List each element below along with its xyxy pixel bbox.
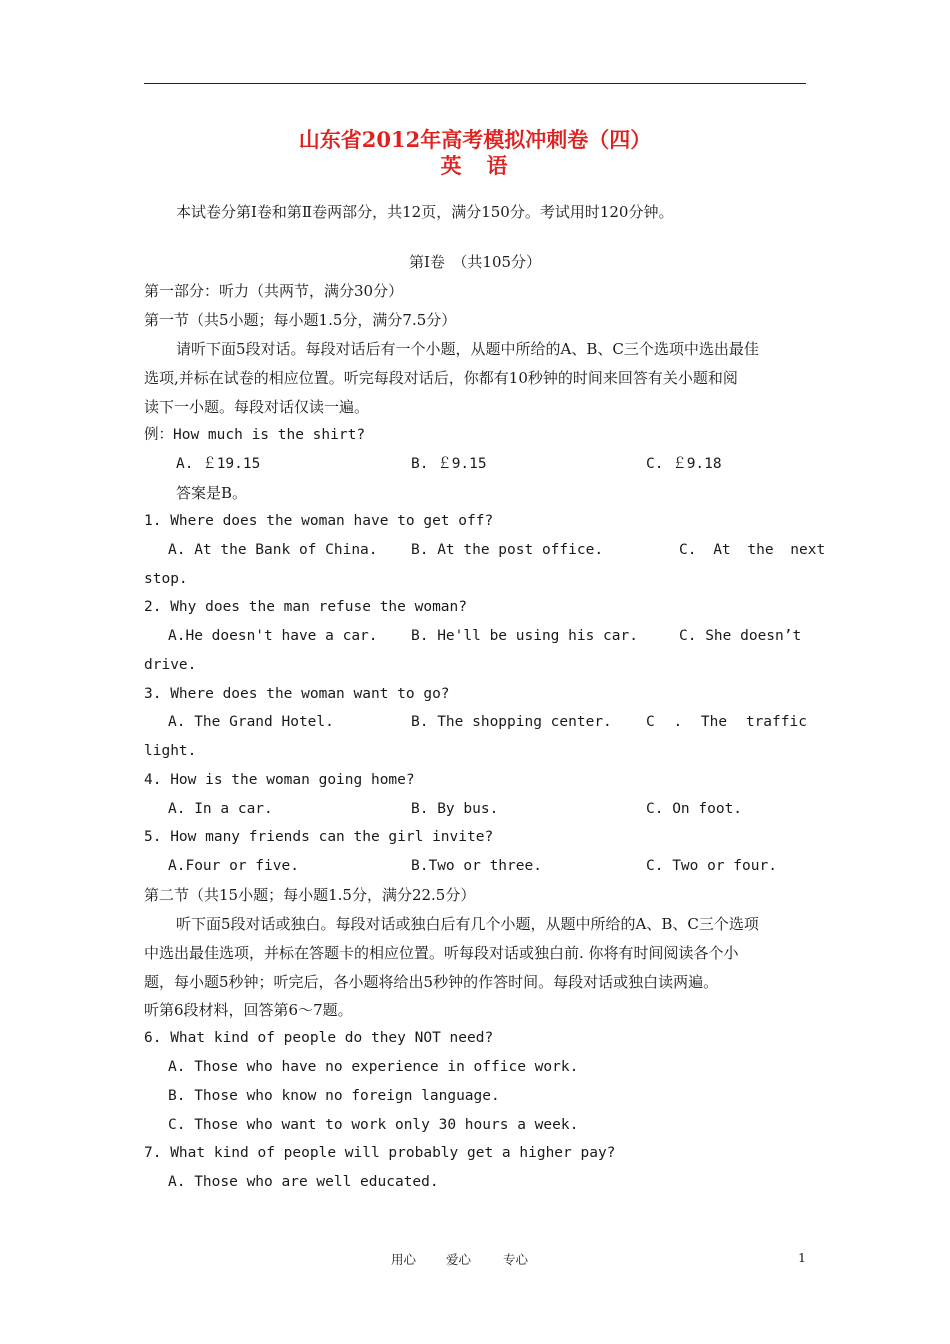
- question-1-option-c-wrap: stop.: [144, 571, 188, 587]
- question-3-option-c: C . The traffic: [646, 714, 807, 730]
- question-3: 3. Where does the woman want to go?: [144, 686, 450, 702]
- question-6-option-c: C. Those who want to work only 30 hours a week.: [168, 1117, 579, 1133]
- section2-instruction-line: 题，每小题5秒钟；听完后，各小题将给出5秒钟的作答时间。每段对话或独白读两遍。: [144, 973, 719, 991]
- question-3-option-c-wrap: light.: [144, 743, 197, 759]
- section2-heading: 第二节（共15小题；每小题1.5分，满分22.5分）: [144, 886, 476, 904]
- question-5: 5. How many friends can the girl invite?: [144, 829, 494, 845]
- question-7: 7. What kind of people will probably get a higher pay?: [144, 1145, 616, 1161]
- question-2-option-c: C. She doesn’t: [679, 628, 802, 644]
- question-4-option-a: A. In a car.: [168, 801, 273, 817]
- question-1: 1. Where does the woman have to get off?: [144, 513, 494, 529]
- material-6-heading: 听第6段材料，回答第6～7题。: [144, 1001, 353, 1019]
- footer-text: 爱心: [446, 1252, 472, 1267]
- question-1-option-a: A. At the Bank of China.: [168, 542, 378, 558]
- exam-subtitle: 英 语: [440, 153, 510, 178]
- question-5-option-a: A.Four or five.: [168, 858, 299, 874]
- question-4-option-c: C. On foot.: [646, 801, 743, 817]
- question-6-option-b: B. Those who know no foreign language.: [168, 1088, 500, 1104]
- part1-heading: 第Ⅰ卷 （共105分）: [408, 253, 542, 271]
- section2-instruction-line: 中选出最佳选项，并标在答题卡的相应位置。听每段对话或独白前. 你将有时间阅读各个小: [144, 944, 739, 962]
- section1-instruction-line: 请听下面5段对话。每段对话后有一个小题，从题中所给的A、B、C三个选项中选出最佳: [176, 340, 759, 358]
- section1-instruction-line: 读下一小题。每段对话仅读一遍。: [144, 398, 370, 416]
- question-1-option-b: B. At the post office.: [411, 542, 604, 558]
- page-number: 1: [798, 1250, 806, 1265]
- question-2-option-a: A.He doesn't have a car.: [168, 628, 378, 644]
- section-listening: 第一部分：听力（共两节，满分30分）: [144, 282, 404, 300]
- section1-instruction-line: 选项,并标在试卷的相应位置。听完每段对话后，你都有10秒钟的时间来回答有关小题和阅: [144, 369, 738, 387]
- example-question: 例：How much is the shirt?: [144, 427, 366, 443]
- example-answer: 答案是B。: [176, 484, 248, 502]
- footer-text: 用心: [391, 1252, 417, 1267]
- question-2-option-b: B. He'll be using his car.: [411, 628, 638, 644]
- question-4: 4. How is the woman going home?: [144, 772, 415, 788]
- example-option-c: C. ￡9.18: [646, 456, 722, 472]
- section2-instruction-line: 听下面5段对话或独白。每段对话或独白后有几个小题，从题中所给的A、B、C三个选项: [176, 915, 759, 933]
- question-3-option-b: B. The shopping center.: [411, 714, 612, 730]
- question-2-option-c-wrap: drive.: [144, 657, 197, 673]
- question-1-option-c: C. At the next: [679, 542, 826, 558]
- footer-text: 专心: [503, 1252, 529, 1267]
- question-2: 2. Why does the man refuse the woman?: [144, 599, 468, 615]
- example-option-b: B. ￡9.15: [411, 456, 487, 472]
- example-option-a: A. ￡19.15: [176, 456, 261, 472]
- question-7-option-a: A. Those who are well educated.: [168, 1174, 439, 1190]
- section1-heading: 第一节（共5小题；每小题1.5分，满分7.5分）: [144, 311, 457, 329]
- exam-title: 山东省2012年高考模拟冲刺卷（四）: [298, 127, 652, 152]
- question-6: 6. What kind of people do they NOT need?: [144, 1030, 494, 1046]
- header-rule: [144, 83, 806, 84]
- question-3-option-a: A. The Grand Hotel.: [168, 714, 334, 730]
- intro-text: 本试卷分第Ⅰ卷和第Ⅱ卷两部分，共12页，满分150分。考试用时120分钟。: [176, 203, 674, 221]
- question-5-option-c: C. Two or four.: [646, 858, 777, 874]
- question-4-option-b: B. By bus.: [411, 801, 499, 817]
- question-6-option-a: A. Those who have no experience in office work.: [168, 1059, 579, 1075]
- question-5-option-b: B.Two or three.: [411, 858, 542, 874]
